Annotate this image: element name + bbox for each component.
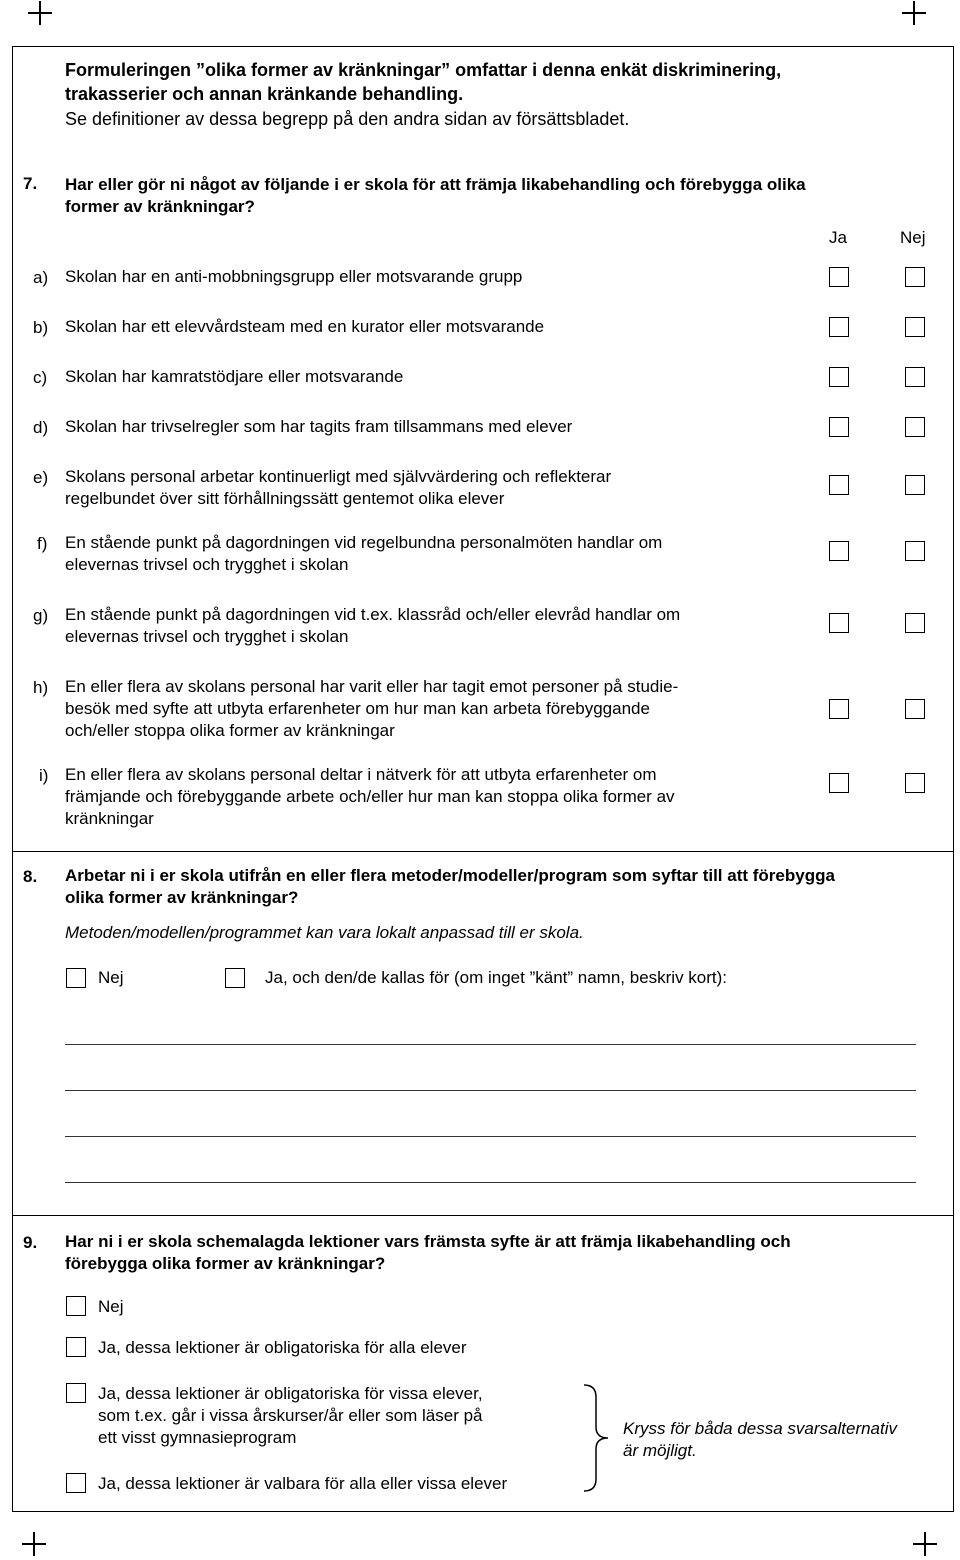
q7-item-e-text xyxy=(65,466,611,510)
q8-yes-checkbox[interactable] xyxy=(225,968,245,988)
q7-item-f-no-checkbox[interactable] xyxy=(905,541,925,561)
q7-item-g-letter: g) xyxy=(33,606,49,625)
q7-item-c-letter: c) xyxy=(33,368,48,387)
q7-column-yes: Ja xyxy=(829,228,847,247)
q7-item-a-text xyxy=(65,266,522,288)
q7-item-e-no-checkbox[interactable] xyxy=(905,475,925,495)
q9-option-3-line-2: som t.ex. går i vissa årskurser/år eller som läser på xyxy=(98,1406,483,1425)
q8-note: Metoden/modellen/programmet kan vara lokalt anpassad till er skola. xyxy=(65,923,584,942)
registration-mark-bottom-left xyxy=(22,1532,46,1556)
q7-item-e-line-1: Skolans personal arbetar kontinuerligt med självvärdering och reflekterar xyxy=(65,467,612,486)
q9-title xyxy=(65,1231,791,1275)
q8-title xyxy=(65,865,835,909)
q7-item-h-text xyxy=(65,676,678,742)
registration-mark-top-left xyxy=(28,1,52,25)
q7-item-i-line-1: En eller flera av skolans personal deltar i nätverk för att utbyta erfarenheter om xyxy=(65,765,657,784)
q7-title-line-2: former av kränkningar? xyxy=(65,197,255,216)
q7-title xyxy=(65,174,806,218)
q7-item-f-line-1: En stående punkt på dagordningen vid regelbundna personalmöten handlar om xyxy=(65,533,663,552)
q9-brace xyxy=(582,1383,612,1493)
q7-item-i-yes-checkbox[interactable] xyxy=(829,773,849,793)
q7-item-d-line-1: Skolan har trivselregler som har tagits fram tillsammans med elever xyxy=(65,417,573,436)
registration-mark-bottom-right xyxy=(913,1532,937,1556)
q7-item-b-no-checkbox[interactable] xyxy=(905,317,925,337)
q9-option-4-checkbox[interactable] xyxy=(66,1473,86,1493)
q7-item-f-line-2: elevernas trivsel och trygghet i skolan xyxy=(65,555,349,574)
q7-item-i-line-2: främjande och förebyggande arbete och/eller hur man kan stoppa olika former av xyxy=(65,787,675,806)
q7-item-h-line-1: En eller flera av skolans personal har varit eller har tagit emot personer på studie- xyxy=(65,677,679,696)
divider-q7-q8 xyxy=(12,851,954,852)
intro-reference: Se definitioner av dessa begrepp på den andra sidan av försättsbladet. xyxy=(65,109,630,129)
q7-item-i-letter: i) xyxy=(39,766,49,785)
q7-item-g-no-checkbox[interactable] xyxy=(905,613,925,633)
q8-answer-line-3[interactable] xyxy=(65,1136,916,1137)
q7-item-h-line-3: och/eller stoppa olika former av kränkningar xyxy=(65,721,395,740)
q8-number: 8. xyxy=(23,867,38,886)
q7-item-e-letter: e) xyxy=(33,468,49,487)
q7-title-line-1: Har eller gör ni något av följande i er skola för att främja likabehandling och förebygga olika xyxy=(65,175,806,194)
q7-item-e-line-2: regelbundet över sitt förhållningssätt gentemot olika elever xyxy=(65,489,505,508)
q7-item-a-letter: a) xyxy=(33,268,49,287)
q9-option-3-label xyxy=(98,1383,483,1449)
q9-title-line-1: Har ni i er skola schemalagda lektioner vars främsta syfte är att främja likabehandling och xyxy=(65,1232,791,1251)
q7-item-h-no-checkbox[interactable] xyxy=(905,699,925,719)
q9-title-line-2: förebygga olika former av kränkningar? xyxy=(65,1254,386,1273)
q7-item-i-no-checkbox[interactable] xyxy=(905,773,925,793)
q7-item-h-yes-checkbox[interactable] xyxy=(829,699,849,719)
q9-number: 9. xyxy=(23,1233,38,1252)
q7-item-b-line-1: Skolan har ett elevvårdsteam med en kurator eller motsvarande xyxy=(65,317,545,336)
q9-option-1-checkbox[interactable] xyxy=(66,1296,86,1316)
q7-item-a-no-checkbox[interactable] xyxy=(905,267,925,287)
q7-item-h-line-2: besök med syfte att utbyta erfarenheter om hur man kan arbeta förebyggande xyxy=(65,699,650,718)
q7-item-a-line-1: Skolan har en anti-mobbningsgrupp eller motsvarande grupp xyxy=(65,267,523,286)
q8-answer-line-2[interactable] xyxy=(65,1090,916,1091)
q9-note xyxy=(623,1418,897,1462)
q7-item-b-letter: b) xyxy=(33,318,49,337)
q7-item-b-text xyxy=(65,316,544,338)
q7-item-g-yes-checkbox[interactable] xyxy=(829,613,849,633)
q7-item-f-yes-checkbox[interactable] xyxy=(829,541,849,561)
q8-answer-line-1[interactable] xyxy=(65,1044,916,1045)
q7-item-d-letter: d) xyxy=(33,418,49,437)
q9-option-1-label: Nej xyxy=(98,1297,124,1316)
q7-item-f-text xyxy=(65,532,662,576)
q7-item-e-yes-checkbox[interactable] xyxy=(829,475,849,495)
q7-item-g-text xyxy=(65,604,680,648)
q9-note-line-2: är möjligt. xyxy=(623,1441,697,1460)
q9-option-3-line-1: Ja, dessa lektioner är obligatoriska för vissa elever, xyxy=(98,1384,483,1403)
q7-item-i-line-3: kränkningar xyxy=(65,809,154,828)
q7-item-g-line-1: En stående punkt på dagordningen vid t.ex. klassråd och/eller elevråd handlar om xyxy=(65,605,681,624)
q7-item-a-yes-checkbox[interactable] xyxy=(829,267,849,287)
q9-note-line-1: Kryss för båda dessa svarsalternativ xyxy=(623,1419,898,1438)
q7-item-c-text xyxy=(65,366,403,388)
q9-option-4-label: Ja, dessa lektioner är valbara för alla eller vissa elever xyxy=(98,1474,508,1493)
q7-item-i-text xyxy=(65,764,675,830)
q9-option-3-line-3: ett visst gymnasieprogram xyxy=(98,1428,297,1447)
q7-item-d-yes-checkbox[interactable] xyxy=(829,417,849,437)
registration-mark-top-right xyxy=(902,1,926,25)
intro-text xyxy=(65,58,781,106)
q8-title-line-2: olika former av kränkningar? xyxy=(65,888,299,907)
intro-line-2: trakasserier och annan kränkande behandling. xyxy=(65,84,464,104)
q7-item-d-no-checkbox[interactable] xyxy=(905,417,925,437)
q8-no-checkbox[interactable] xyxy=(66,968,86,988)
q7-item-f-letter: f) xyxy=(37,534,48,553)
q9-option-3-checkbox[interactable] xyxy=(66,1383,86,1403)
q7-item-c-no-checkbox[interactable] xyxy=(905,367,925,387)
q7-number: 7. xyxy=(23,174,38,193)
q8-title-line-1: Arbetar ni i er skola utifrån en eller flera metoder/modeller/program som syftar till att förebygga xyxy=(65,866,835,885)
q8-no-label: Nej xyxy=(98,968,124,987)
q7-item-c-line-1: Skolan har kamratstödjare eller motsvarande xyxy=(65,367,404,386)
q7-item-h-letter: h) xyxy=(33,678,49,697)
q8-yes-label: Ja, och den/de kallas för (om inget ”känt” namn, beskriv kort): xyxy=(265,968,728,987)
divider-q8-q9 xyxy=(12,1215,954,1216)
q7-item-c-yes-checkbox[interactable] xyxy=(829,367,849,387)
q9-option-2-checkbox[interactable] xyxy=(66,1337,86,1357)
q9-option-2-label: Ja, dessa lektioner är obligatoriska för alla elever xyxy=(98,1338,467,1357)
q7-column-no: Nej xyxy=(900,228,926,247)
q8-answer-line-4[interactable] xyxy=(65,1182,916,1183)
intro-line-1: Formuleringen ”olika former av kränkningar” omfattar i denna enkät diskriminering, xyxy=(65,60,782,80)
q7-item-b-yes-checkbox[interactable] xyxy=(829,317,849,337)
q7-item-g-line-2: elevernas trivsel och trygghet i skolan xyxy=(65,627,349,646)
q7-item-d-text xyxy=(65,416,572,438)
